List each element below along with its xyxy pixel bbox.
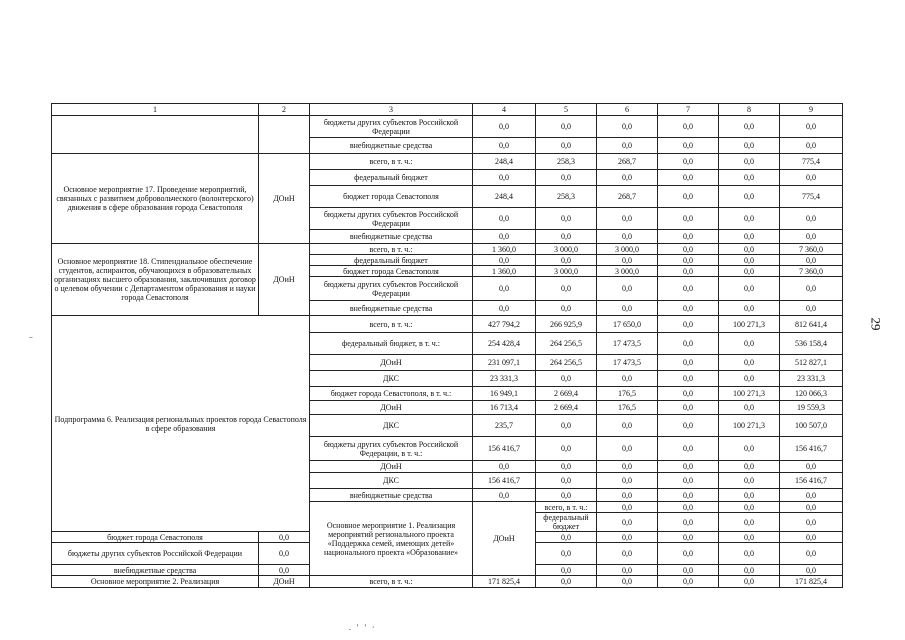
source-label: всего, в т. ч.: [536,502,597,513]
value-cell: 0,0 [473,208,536,230]
value-cell: 0,0 [719,576,780,588]
value-cell: 19 559,3 [780,401,843,415]
source-label: ДОиН [310,355,473,371]
col-header: 8 [719,104,780,116]
value-cell: 268,7 [597,186,658,208]
value-cell: 0,0 [719,513,780,532]
table-row [52,576,843,588]
value-cell: 0,0 [658,116,719,138]
continued-name-cell [52,116,259,154]
value-cell: 266 925,9 [536,316,597,333]
source-label: внебюджетные средства [52,565,259,576]
value-cell: 0,0 [719,473,780,489]
value-cell: 0,0 [259,543,310,565]
value-cell: 775,4 [780,186,843,208]
value-cell: 0,0 [719,565,780,576]
value-cell: 0,0 [658,371,719,387]
value-cell: 0,0 [719,543,780,565]
value-cell: 0,0 [658,415,719,437]
value-cell: 7 360,0 [780,244,843,255]
value-cell: 0,0 [536,576,597,588]
value-cell: 0,0 [536,230,597,244]
value-cell: 7 360,0 [780,266,843,277]
value-cell: 17 650,0 [597,316,658,333]
measure-17-name: Основное мероприятие 17. Проведение мероприятий, связанных с развитием добровольческого (волонтерского) движения в сфере образования города Севастополя [52,154,259,244]
value-cell: 17 473,5 [597,333,658,355]
value-cell: 0,0 [780,502,843,513]
source-label: ДОиН [310,401,473,415]
value-cell: 156 416,7 [780,437,843,461]
value-cell: 0,0 [658,333,719,355]
value-cell: 254 428,4 [473,333,536,355]
value-cell: 0,0 [780,565,843,576]
col-header: 9 [780,104,843,116]
value-cell: 0,0 [597,576,658,588]
value-cell: 0,0 [658,170,719,186]
value-cell: 0,0 [780,116,843,138]
value-cell: 0,0 [719,154,780,170]
value-cell: 0,0 [719,355,780,371]
value-cell: 0,0 [597,116,658,138]
value-cell: 0,0 [719,333,780,355]
source-label: бюджеты других субъектов Российской Федерации [310,277,473,301]
value-cell: 0,0 [780,208,843,230]
value-cell: 0,0 [259,565,310,576]
value-cell: 2 669,4 [536,387,597,401]
value-cell: 0,0 [658,401,719,415]
value-cell: 0,0 [780,513,843,532]
value-cell: 0,0 [719,186,780,208]
value-cell: 0,0 [719,266,780,277]
value-cell: 16 949,1 [473,387,536,401]
value-cell: 812 641,4 [780,316,843,333]
col-header: 5 [536,104,597,116]
value-cell: 0,0 [658,301,719,316]
value-cell: 0,0 [658,355,719,371]
value-cell: 100 271,3 [719,415,780,437]
executor-cell: ДОиН [259,576,310,588]
margin-mark: – [29,333,33,341]
source-label: федеральный бюджет [310,170,473,186]
value-cell: 0,0 [536,565,597,576]
value-cell: 0,0 [597,473,658,489]
value-cell: 0,0 [536,138,597,154]
value-cell: 0,0 [658,387,719,401]
value-cell: 0,0 [597,461,658,473]
value-cell: 0,0 [597,502,658,513]
subprogram-6-name: Подпрограмма 6. Реализация региональных проектов города Севастополя в сфере образования [52,316,310,532]
budget-table [51,103,843,588]
col-header: 6 [597,104,658,116]
value-cell: 156 416,7 [780,473,843,489]
value-cell: 100 271,3 [719,387,780,401]
value-cell: 0,0 [658,461,719,473]
source-label: бюджеты других субъектов Российской Федерации, в т. ч.: [310,437,473,461]
value-cell: 0,0 [658,208,719,230]
table-row [52,316,843,333]
value-cell: 1 360,0 [473,244,536,255]
value-cell: 156 416,7 [473,437,536,461]
value-cell: 0,0 [658,316,719,333]
value-cell: 0,0 [597,415,658,437]
value-cell: 0,0 [597,208,658,230]
col-header: 7 [658,104,719,116]
value-cell: 0,0 [597,543,658,565]
value-cell: 0,0 [536,543,597,565]
value-cell: 0,0 [597,170,658,186]
value-cell: 0,0 [536,255,597,266]
value-cell: 0,0 [536,301,597,316]
page-number: 29 [868,317,884,331]
value-cell: 120 066,3 [780,387,843,401]
source-label: бюджет города Севастополя [52,532,259,543]
value-cell: 156 416,7 [473,473,536,489]
value-cell: 3 000,0 [597,266,658,277]
source-label: всего, в т. ч.: [310,154,473,170]
value-cell: 0,0 [780,532,843,543]
value-cell: 0,0 [719,401,780,415]
value-cell: 0,0 [536,208,597,230]
value-cell: 0,0 [536,532,597,543]
value-cell: 0,0 [780,230,843,244]
value-cell: 0,0 [658,576,719,588]
value-cell: 0,0 [780,255,843,266]
value-cell: 536 158,4 [780,333,843,355]
value-cell: 248,4 [473,154,536,170]
value-cell: 0,0 [658,565,719,576]
value-cell: 0,0 [719,255,780,266]
value-cell: 0,0 [719,116,780,138]
value-cell: 0,0 [597,301,658,316]
source-label: бюджеты других субъектов Российской Федерации [310,208,473,230]
value-cell: 0,0 [780,489,843,502]
value-cell: 264 256,5 [536,355,597,371]
executor-cell: ДОиН [473,502,536,576]
source-label: всего, в т. ч.: [310,576,473,588]
value-cell: 0,0 [719,208,780,230]
value-cell: 0,0 [473,277,536,301]
value-cell: 0,0 [473,461,536,473]
value-cell: 0,0 [597,255,658,266]
value-cell: 0,0 [473,255,536,266]
source-label: внебюджетные средства [310,138,473,154]
source-label: ДКС [310,415,473,437]
value-cell: 0,0 [658,138,719,154]
value-cell: 0,0 [780,301,843,316]
value-cell: 0,0 [597,489,658,502]
value-cell: 0,0 [536,170,597,186]
value-cell: 100 507,0 [780,415,843,437]
value-cell: 0,0 [780,461,843,473]
source-label: ДКС [310,473,473,489]
value-cell: 0,0 [719,502,780,513]
value-cell: 3 000,0 [536,244,597,255]
value-cell: 23 331,3 [780,371,843,387]
source-label: всего, в т. ч.: [310,244,473,255]
value-cell: 0,0 [658,437,719,461]
value-cell: 258,3 [536,186,597,208]
executor-cell: ДОиН [259,154,310,244]
value-cell: 0,0 [597,138,658,154]
value-cell: 0,0 [719,138,780,154]
value-cell: 427 794,2 [473,316,536,333]
value-cell: 0,0 [536,461,597,473]
value-cell: 0,0 [780,138,843,154]
value-cell: 0,0 [658,266,719,277]
value-cell: 0,0 [473,170,536,186]
col-header: 2 [259,104,310,116]
value-cell: 0,0 [536,116,597,138]
value-cell: 0,0 [658,473,719,489]
source-label: бюджет города Севастополя, в т. ч.: [310,387,473,401]
value-cell: 268,7 [597,154,658,170]
value-cell: 3 000,0 [536,266,597,277]
value-cell: 171 825,4 [780,576,843,588]
value-cell: 0,0 [658,513,719,532]
executor-cell: ДОиН [259,244,310,316]
value-cell: 2 669,4 [536,401,597,415]
value-cell: 0,0 [473,116,536,138]
source-label: внебюджетные средства [310,230,473,244]
source-label: бюджет города Севастополя [310,186,473,208]
value-cell: 0,0 [719,170,780,186]
source-label: федеральный бюджет, в т. ч.: [310,333,473,355]
value-cell: 176,5 [597,387,658,401]
value-cell: 0,0 [597,565,658,576]
value-cell: 0,0 [719,437,780,461]
value-cell: 0,0 [597,230,658,244]
value-cell: 0,0 [719,371,780,387]
value-cell: 0,0 [658,186,719,208]
source-label: внебюджетные средства [310,489,473,502]
value-cell: 0,0 [780,170,843,186]
value-cell: 0,0 [597,371,658,387]
table-row [52,154,843,170]
value-cell: 258,3 [536,154,597,170]
value-cell: 100 271,3 [719,316,780,333]
value-cell: 1 360,0 [473,266,536,277]
source-label: ДОиН [310,461,473,473]
value-cell: 0,0 [536,371,597,387]
value-cell: 3 000,0 [597,244,658,255]
value-cell: 16 713,4 [473,401,536,415]
source-label: бюджеты других субъектов Российской Федерации [52,543,259,565]
value-cell: 0,0 [719,230,780,244]
value-cell: 235,7 [473,415,536,437]
value-cell: 0,0 [473,230,536,244]
value-cell: 0,0 [780,543,843,565]
value-cell: 248,4 [473,186,536,208]
value-cell: 176,5 [597,401,658,415]
value-cell: 0,0 [658,230,719,244]
source-label: федеральный бюджет [536,513,597,532]
value-cell: 0,0 [780,277,843,301]
value-cell: 0,0 [719,489,780,502]
table-row [52,116,843,138]
value-cell: 171 825,4 [473,576,536,588]
value-cell: 17 473,5 [597,355,658,371]
source-label: внебюджетные средства [310,301,473,316]
value-cell: 0,0 [658,154,719,170]
col-header: 1 [52,104,259,116]
measure-2-name: Основное мероприятие 2. Реализация [52,576,259,588]
value-cell: 0,0 [597,513,658,532]
table-row [52,244,843,255]
value-cell: 0,0 [473,489,536,502]
value-cell: 0,0 [719,461,780,473]
col-header: 4 [473,104,536,116]
value-cell: 0,0 [658,502,719,513]
value-cell: 0,0 [597,532,658,543]
value-cell: 0,0 [658,532,719,543]
value-cell: 264 256,5 [536,333,597,355]
source-label: бюджет города Севастополя [310,266,473,277]
source-label: всего, в т. ч.: [310,316,473,333]
value-cell: 775,4 [780,154,843,170]
value-cell: 0,0 [719,277,780,301]
source-label: бюджеты других субъектов Российской Федерации [310,116,473,138]
value-cell: 0,0 [597,277,658,301]
value-cell: 0,0 [719,301,780,316]
value-cell: 0,0 [658,244,719,255]
value-cell: 0,0 [719,532,780,543]
value-cell: 0,0 [658,489,719,502]
value-cell: 512 827,1 [780,355,843,371]
value-cell: 0,0 [536,489,597,502]
value-cell: 0,0 [473,138,536,154]
value-cell: 0,0 [658,543,719,565]
continued-exec-cell [259,116,310,154]
value-cell: 0,0 [597,437,658,461]
value-cell: 0,0 [536,437,597,461]
measure-1-name: Основное мероприятие 1. Реализация мероприятий регионального проекта «Поддержка семей, имеющих детей» национального проекта «Образование» [310,502,473,576]
source-label: федеральный бюджет [310,255,473,266]
value-cell: 0,0 [658,277,719,301]
value-cell: 0,0 [658,255,719,266]
value-cell: 0,0 [536,415,597,437]
source-label: ДКС [310,371,473,387]
value-cell: 231 097,1 [473,355,536,371]
value-cell: 23 331,3 [473,371,536,387]
value-cell: 0,0 [536,473,597,489]
value-cell: 0,0 [536,277,597,301]
value-cell: 0,0 [473,301,536,316]
col-header: 3 [310,104,473,116]
value-cell: 0,0 [259,532,310,543]
header-row [52,104,843,116]
measure-18-name: Основное мероприятие 18. Стипендиальное обеспечение студентов, аспирантов, обучающихся в образовательных организациях высшего образования, заключивших договор о целевом обучении с Департаментом образования и науки города Севастополя [52,244,259,316]
value-cell: 0,0 [719,244,780,255]
scan-marks: . ' ' · [349,623,377,632]
